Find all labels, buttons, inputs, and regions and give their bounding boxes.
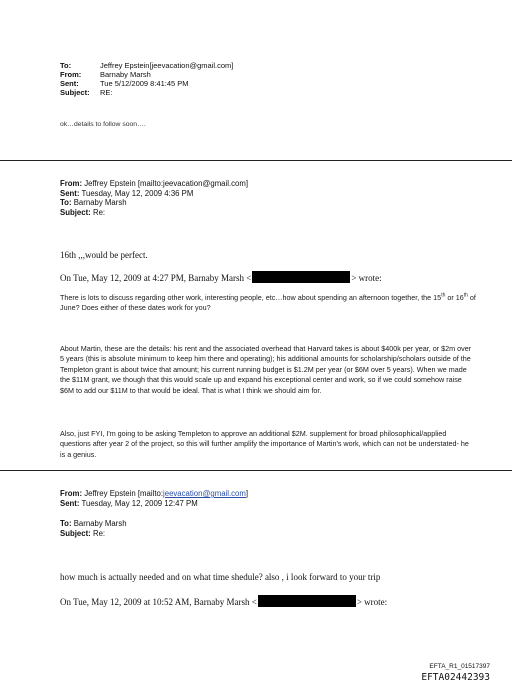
- email2-subject-row: [60, 208, 248, 218]
- email2-p1-sup-2: th: [463, 292, 468, 299]
- email2-body: 16th ,,,would be perfect.: [60, 250, 148, 260]
- email3-body: how much is actually needed and on what time shedule? also , i look forward to your trip: [60, 572, 381, 582]
- email3-to-row: [60, 519, 127, 529]
- email1-from-value: Barnaby Marsh: [100, 70, 151, 79]
- email1-from-row: [60, 70, 233, 79]
- email1-body: ok…details to follow soon….: [60, 121, 146, 128]
- email2-from-value: Jeffrey Epstein [mailto:jeevacation@gmail.com]: [84, 179, 249, 188]
- email1-to-row: [60, 61, 233, 70]
- email3-from-suffix: ]: [245, 489, 249, 498]
- email1-sent-row: [60, 79, 233, 88]
- email1-subject-row: [60, 88, 233, 97]
- email2-header: [60, 179, 248, 217]
- email2-to-label: To:: [60, 198, 72, 208]
- email2-quote-line: [60, 271, 382, 283]
- email3-sent-label: Sent:: [60, 498, 80, 508]
- email1-sent-label: Sent:: [60, 79, 79, 88]
- email3-from-prefix: Jeffrey Epstein [mailto:: [84, 489, 163, 498]
- email2-from-label: From:: [60, 179, 83, 188]
- email2-to-value: Barnaby Marsh: [73, 198, 127, 208]
- email3-sent-row: [60, 499, 248, 509]
- email1-subject-label: Subject:: [60, 88, 90, 97]
- email1-header: [60, 61, 233, 97]
- email2-sent-value: Tuesday, May 12, 2009 4:36 PM: [81, 188, 194, 198]
- email1-to-label: To:: [60, 61, 72, 70]
- email2-p1-part-b: or 16: [445, 293, 464, 302]
- redaction-box: [258, 595, 356, 607]
- email3-subject-value: Re:: [92, 528, 106, 538]
- email3-subject-label: Subject:: [60, 528, 91, 538]
- email2-p1-part-a: There is lots to discuss regarding other work, interesting people, etc…how about spending an afternoon together, the 15: [60, 293, 442, 302]
- document-id-efta: EFTA02442393: [421, 672, 490, 683]
- email2-subject-label: Subject:: [60, 207, 91, 217]
- email1-subject-value: RE:: [100, 88, 113, 97]
- email3-header-recipient: [60, 519, 127, 538]
- email2-p1-sup-1: th: [441, 292, 446, 299]
- email3-quote-line: [60, 595, 387, 607]
- email3-sent-value: Tuesday, May 12, 2009 12:47 PM: [81, 498, 198, 508]
- email1-from-label: From:: [60, 70, 82, 79]
- document-id-r1: EFTA_R1_01517397: [429, 663, 490, 670]
- redaction-box: [252, 271, 350, 283]
- email2-paragraph-1: [60, 293, 476, 314]
- email3-quote-prefix: On Tue, May 12, 2009 at 10:52 AM, Barnaby Marsh <: [60, 597, 257, 607]
- email2-to-row: [60, 198, 248, 208]
- email3-from-row: [60, 489, 248, 499]
- email2-subject-value: Re:: [92, 207, 106, 217]
- email3-to-label: To:: [60, 519, 72, 528]
- email2-quote-prefix: On Tue, May 12, 2009 at 4:27 PM, Barnaby Marsh <: [60, 273, 252, 283]
- email2-quote-suffix: > wrote:: [351, 273, 382, 283]
- email1-sent-value: Tue 5/12/2009 8:41:45 PM: [100, 79, 189, 88]
- email3-quote-suffix: > wrote:: [356, 597, 388, 607]
- separator-2: [0, 470, 512, 471]
- email2-from-row: [60, 179, 248, 189]
- email3-from-email-link[interactable]: jeevacation@gmail.com: [163, 489, 246, 498]
- email2-paragraph-3: Also, just FYI, I'm going to be asking Templeton to approve an additional $2M. supplement for broad philosophical/applied questions after year 2 of the project, so this will further amplify the importance of Martin's work, which can not be understated- he is a genius.: [60, 429, 469, 459]
- email3-to-value: Barnaby Marsh: [73, 519, 127, 528]
- email3-header: [60, 489, 248, 508]
- separator-1: [0, 160, 512, 161]
- email2-paragraph-2: About Martin, these are the details: his rent and the associated overhead that Harvard takes is about $400k per year, or $2m over 5 years (this is absolute minimum to keep him there and operating); his additional amounts for scholarship/scholars outside of the Templeton grant is about twice that amount; his current running budget is $1.2M per year (or $6M over 5 years). When we made the $11M grant, we though that this would scale up and expand his exceptional center and work, so if we could somehow raise $6M to add our $11M to that would be ideal. That is what I think we should aim for.: [60, 344, 472, 395]
- email3-subject-row: [60, 529, 127, 539]
- email2-p1-part-c: of June? Does either of these dates work for you?: [60, 293, 476, 313]
- email1-to-value: Jeffrey Epstein[jeevacation@gmail.com]: [100, 61, 234, 70]
- email3-from-label: From:: [60, 489, 83, 498]
- email2-sent-label: Sent:: [60, 188, 80, 198]
- email2-sent-row: [60, 189, 248, 199]
